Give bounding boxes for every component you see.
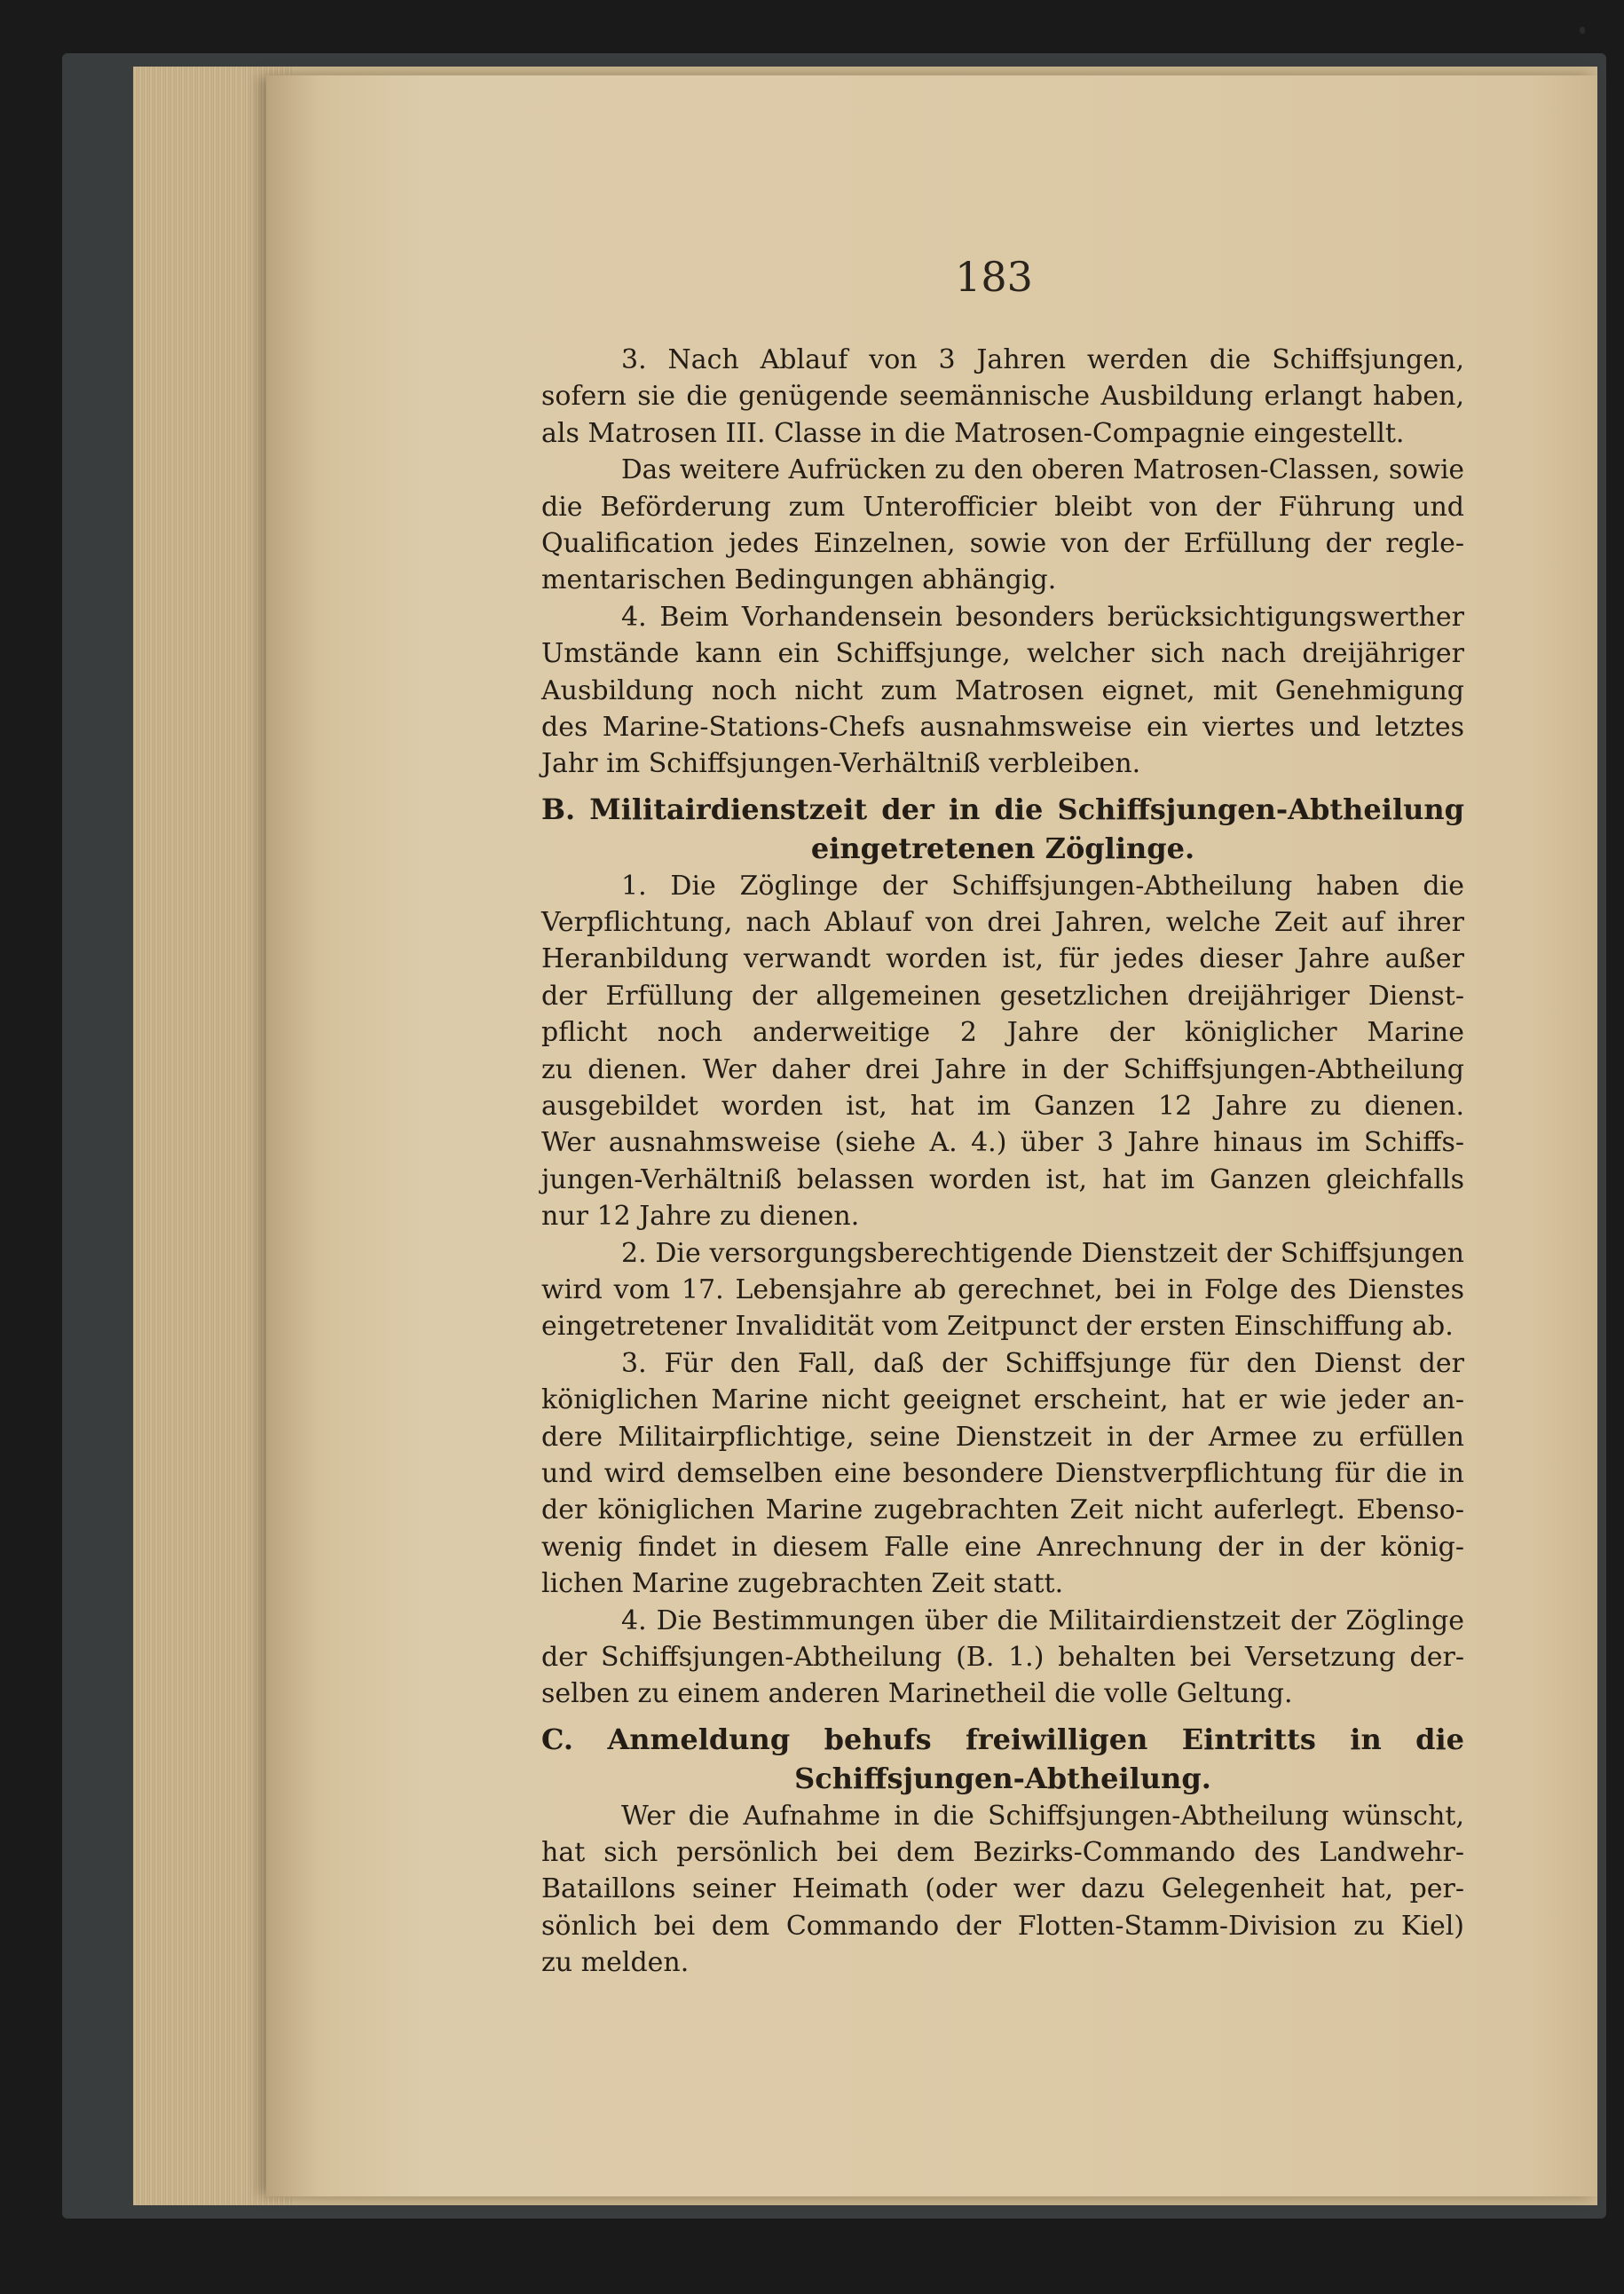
- text-line: des Marine-Stations-Chefs ausnahmsweise ein viertes und letztes: [541, 711, 1464, 743]
- text-line: Wer die Aufnahme in die Schiffsjungen-Abtheilung wünscht,: [621, 1800, 1464, 1832]
- text-line: wenig findet in diesem Falle eine Anrechnung der in der könig-: [541, 1531, 1464, 1563]
- text-line: jungen-Verhältniß belassen worden ist, hat im Ganzen gleichfalls: [541, 1163, 1464, 1195]
- text-line: mentarischen Bedingungen abhängig.: [541, 564, 1057, 596]
- paragraph-a4: [541, 599, 1464, 783]
- text-line: und wird demselben eine besondere Dienstverpflichtung für die in: [541, 1457, 1464, 1489]
- paragraph-b1: [541, 868, 1464, 1235]
- text-line: ausgebildet worden ist, hat im Ganzen 12 Jahre zu dienen.: [541, 1091, 1464, 1123]
- text-line: Qualification jedes Einzelnen, sowie von der Erfüllung der regle-: [541, 527, 1464, 559]
- section-heading-b-cont: eingetretenen Zöglinge.: [810, 831, 1195, 865]
- text-line: Bataillons seiner Heimath (oder wer dazu Gelegenheit hat, per-: [541, 1873, 1464, 1905]
- text-line: zu dienen. Wer daher drei Jahre in der Schiffsjungen-Abtheilung: [541, 1053, 1464, 1085]
- paragraph-a3-cont: [541, 452, 1464, 599]
- text-line: Ausbildung noch nicht zum Matrosen eignet, mit Genehmigung: [541, 674, 1464, 706]
- text-line: der königlichen Marine zugebrachten Zeit nicht auferlegt. Ebenso-: [541, 1494, 1464, 1526]
- text-line: Jahr im Schiffsjungen-Verhältniß verbleiben.: [541, 748, 1141, 780]
- text-line: pflicht noch anderweitige 2 Jahre der königlicher Marine: [541, 1017, 1464, 1049]
- text-line: Das weitere Aufrücken zu den oberen Matrosen-Classen, sowie: [621, 454, 1464, 485]
- text-line: zu melden.: [541, 1947, 690, 1979]
- text-line: 3. Nach Ablauf von 3 Jahren werden die Schiffsjungen,: [621, 344, 1464, 375]
- text-line: 4. Die Bestimmungen über die Militairdienstzeit der Zöglinge: [621, 1604, 1464, 1636]
- text-line: Verpflichtung, nach Ablauf von drei Jahren, welche Zeit auf ihrer: [541, 907, 1464, 939]
- text-line: selben zu einem anderen Marinetheil die volle Geltung.: [541, 1678, 1293, 1710]
- text-line: 1. Die Zöglinge der Schiffsjungen-Abtheilung haben die: [621, 870, 1464, 902]
- text-line: sofern sie die genügende seemännische Ausbildung erlangt haben,: [541, 381, 1464, 413]
- section-heading-c: C. Anmeldung behufs freiwilligen Eintritts in die: [541, 1722, 1464, 1756]
- section-heading-b: B. Militairdienstzeit der in die Schiffsjungen-Abtheilung: [541, 792, 1464, 826]
- paragraph-b2: [541, 1235, 1464, 1345]
- text-line: hat sich persönlich bei dem Bezirks-Commando des Landwehr-: [541, 1837, 1464, 1869]
- body-text: [541, 342, 1464, 1982]
- text-line: Wer ausnahmsweise (siehe A. 4.) über 3 Jahre hinaus im Schiffs-: [541, 1127, 1464, 1159]
- text-line: Heranbildung verwandt worden ist, für jedes dieser Jahre außer: [541, 943, 1464, 975]
- page-number: 183: [955, 253, 1033, 301]
- text-line: als Matrosen III. Classe in die Matrosen-Compagnie eingestellt.: [541, 417, 1405, 449]
- paragraph-b4: [541, 1603, 1464, 1713]
- section-heading-c-cont: Schiffsjungen-Abtheilung.: [794, 1761, 1211, 1795]
- text-line: der Schiffsjungen-Abtheilung (B. 1.) behalten bei Versetzung der-: [541, 1641, 1464, 1673]
- text-line: die Beförderung zum Unterofficier bleibt von der Führung und: [541, 491, 1464, 523]
- text-line: 2. Die versorgungsberechtigende Dienstzeit der Schiffsjungen: [621, 1237, 1464, 1269]
- text-line: eingetretener Invalidität vom Zeitpunct der ersten Einschiffung ab.: [541, 1311, 1454, 1343]
- paragraph-b3: [541, 1345, 1464, 1603]
- text-line: 3. Für den Fall, daß der Schiffsjunge für den Dienst der: [621, 1347, 1464, 1379]
- speck: [1580, 27, 1585, 34]
- text-line: Umstände kann ein Schiffsjunge, welcher sich nach dreijähriger: [541, 638, 1464, 670]
- paragraph-c: [541, 1798, 1464, 1982]
- text-line: sönlich bei dem Commando der Flotten-Stamm-Division zu Kiel): [541, 1910, 1464, 1942]
- text-line: der Erfüllung der allgemeinen gesetzlichen dreijähriger Dienst-: [541, 980, 1464, 1012]
- text-line: lichen Marine zugebrachten Zeit statt.: [541, 1568, 1064, 1600]
- text-line: nur 12 Jahre zu dienen.: [541, 1201, 860, 1233]
- text-line: königlichen Marine nicht geeignet erscheint, hat er wie jeder an-: [541, 1384, 1464, 1416]
- text-line: wird vom 17. Lebensjahre ab gerechnet, bei in Folge des Dienstes: [541, 1273, 1464, 1305]
- paragraph-a3: [541, 342, 1464, 452]
- text-line: 4. Beim Vorhandensein besonders berücksichtigungswerther: [621, 601, 1464, 633]
- text-line: dere Militairpflichtige, seine Dienstzeit in der Armee zu erfüllen: [541, 1421, 1464, 1453]
